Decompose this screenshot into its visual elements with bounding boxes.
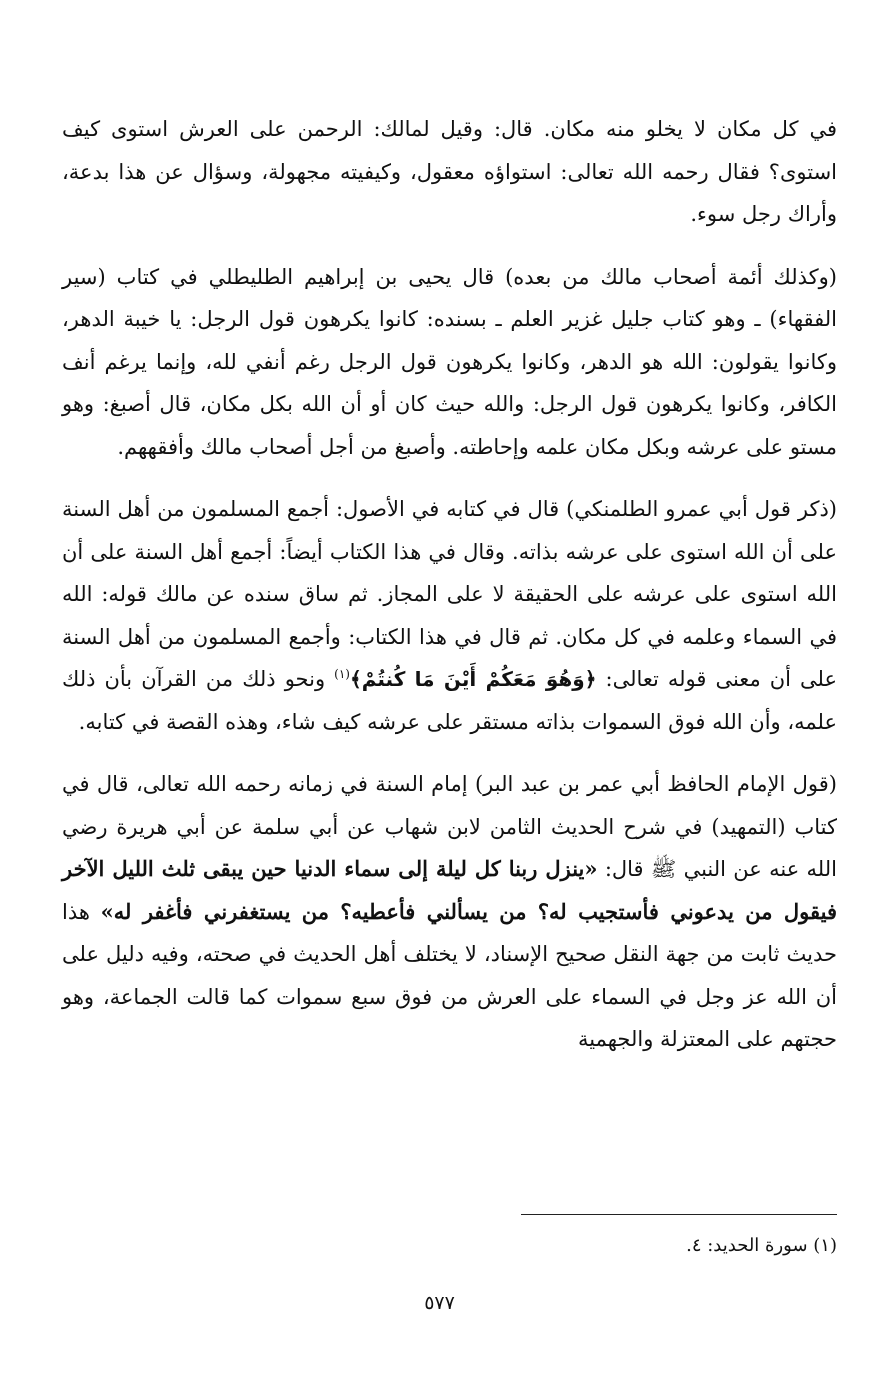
paragraph-companions-of-malik (62, 256, 837, 469)
page-body (62, 108, 837, 1081)
paragraph-text: (قول الإمام الحافظ أبي عمر بن عبد البر) إمام السنة في زمانه رحمه الله تعالى، قال في كتاب (التمهيد) في شرح الحديث الثامن لابن شهاب عن أبي سلمة عن أبي هريرة رضي الله عنه عن النبي ﷺ قال: (62, 772, 837, 881)
paragraph-text: (وكذلك أئمة أصحاب مالك من بعده) قال يحيى بن إبراهيم الطليطلي في كتاب (سير الفقهاء) ـ وهو كتاب جليل غزير العلم ـ بسنده: كانوا يكرهون قول الرجل: يا خيبة الدهر، وكانوا يقولون: الله هو الدهر، وكانوا يكرهون قول الرجل رغم أنفي لله، وإنما يرغم أنف الكافر، وكانوا يكرهون قول الرجل: والله حيث كان أو أن الله بكل مكان، قال أصبغ: وهو مستو على عرشه وبكل مكان علمه وإحاطته. وأصبغ من أجل أصحاب مالك وأفقههم. (62, 264, 837, 459)
hadith-text: «ينزل ربنا كل ليلة إلى سماء الدنيا حين يبقى ثلث الليل الآخر فيقول من يدعوني فأستجيب له؟ من يسألني فأعطيه؟ من يستغفرني فأغفر له» (62, 856, 837, 924)
footnote-divider (521, 1214, 837, 1215)
paragraph-talamanki (62, 488, 837, 743)
paragraph-text: ونحو ذلك من القرآن بأن ذلك علمه، وأن الله فوق السموات بذاته مستقر على عرشه كيف شاء، وهذه القصة في كتابه. (62, 667, 837, 734)
paragraph-malik-istiwa (62, 108, 837, 236)
paragraph-ibn-abd-al-barr (62, 763, 837, 1061)
footnote-reference[interactable]: (١) (334, 667, 350, 681)
page-number: ٥٧٧ (424, 1292, 455, 1314)
paragraph-text: في كل مكان لا يخلو منه مكان. قال: وقيل لمالك: الرحمن على العرش استوى كيف استوى؟ فقال رحمه الله تعالى: استواؤه معقول، وكيفيته مجهولة، وسؤال عن هذا بدعة، وأراك رجل سوء. (62, 117, 837, 226)
paragraph-text: (ذكر قول أبي عمرو الطلمنكي) قال في كتابه في الأصول: أجمع المسلمون من أهل السنة على أن الله استوى على عرشه بذاته. وقال في هذا الكتاب أيضاً: أجمع أهل السنة على أن الله استوى على عرشه على الحقيقة لا على المجاز. ثم ساق سنده عن مالك قوله: الله في السماء وعلمه في كل مكان. ثم قال في هذا الكتاب: وأجمع المسلمون من أهل السنة على أن معنى قوله تعالى: (62, 497, 838, 691)
footnote-text: (١) سورة الحديد: ٤. (686, 1235, 837, 1256)
quran-verse: ﴿وَهُوَ مَعَكُمْ أَيْنَ مَا كُنتُمْ﴾ (349, 667, 597, 691)
footnote (62, 1232, 837, 1260)
paragraph-text: هذا حديث ثابت من جهة النقل صحيح الإسناد، لا يختلف أهل الحديث في صحته، وفيه دليل على أن الله عز وجل في السماء على العرش من فوق سبع سموات كما قالت الجماعة، وهو حجتهم على المعتزلة والجهمية (62, 899, 837, 1051)
